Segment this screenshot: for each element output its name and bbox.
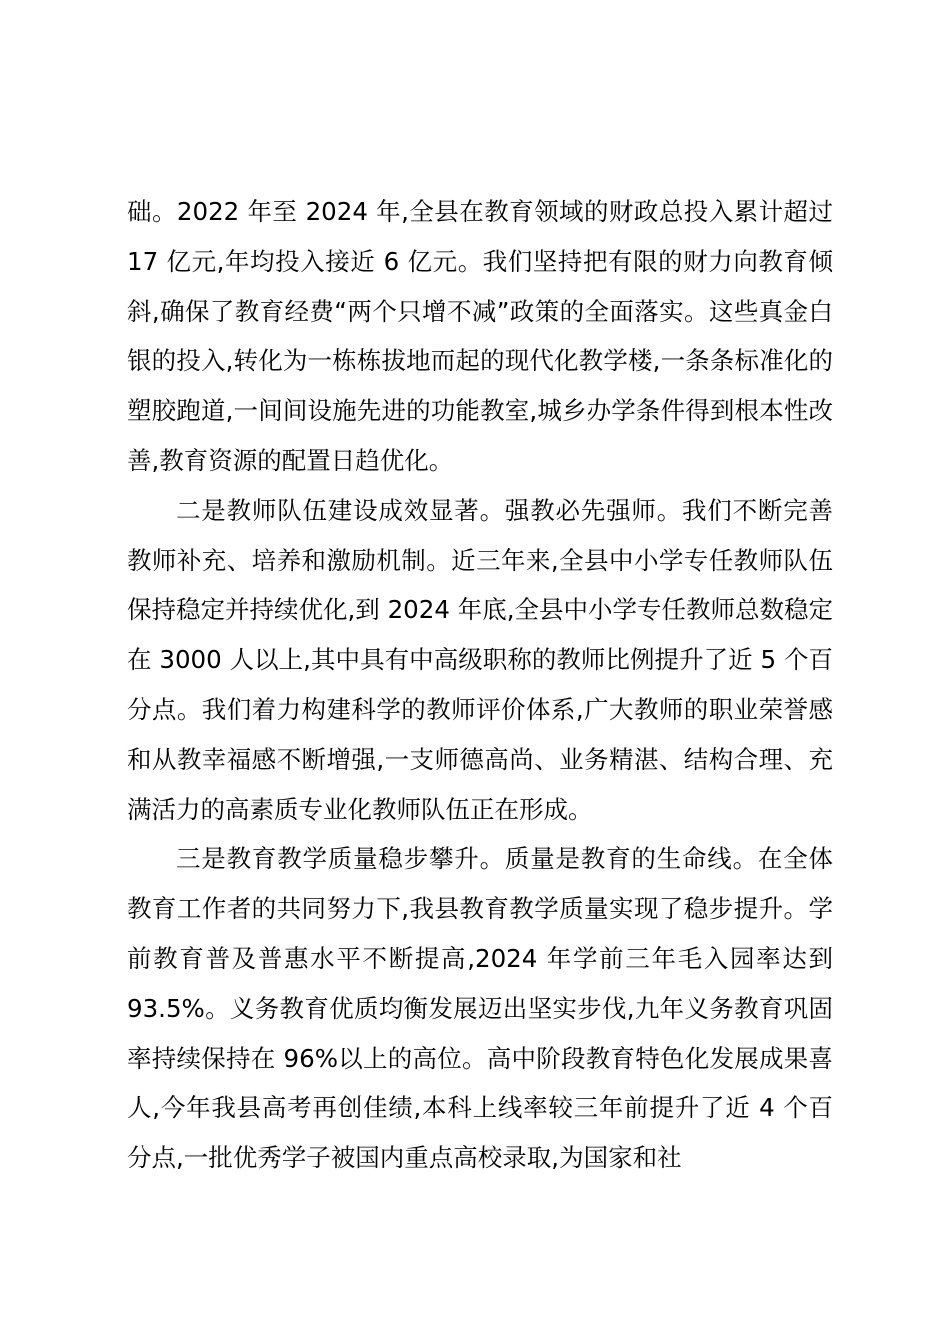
paragraph-continued: 础。2022 年至 2024 年,全县在教育领域的财政总投入累计超过 17 亿元,年均投入接近 6 亿元。我们坚持把有限的财力向教育倾斜,确保了教育经费“两个只增不减”政策的全面落实。这些真金白银的投入,转化为一栋栋拔地而起的现代化教学楼,一条条标准化的塑胶跑道,一间间设施先进的功能教室,城乡办学条件得到根本性改善,教育资源的配置日趋优化。 (127, 197, 833, 475)
paragraph-teacher-team: 二是教师队伍建设成效显著。强教必先强师。我们不断完善教师补充、培养和激励机制。近三年来,全县中小学专任教师队伍保持稳定并持续优化,到 2024 年底,全县中小学专任教师总数稳定在 3000 人以上,其中具有中高级职称的教师比例提升了近 5 个百分点。我们着力构建科学的教师评价体系,广大教师的职业荣誉感和从教幸福感不断增强,一支师德高尚、业务精湛、结构合理、充满活力的高素质专业化教师队伍正在形成。 (127, 495, 833, 824)
paragraph-education-quality: 三是教育教学质量稳步攀升。质量是教育的生命线。在全体教育工作者的共同努力下,我县教育教学质量实现了稳步提升。学前教育普及普惠水平不断提高,2024 年学前三年毛入园率达到 93.5%。义务教育优质均衡发展迈出坚实步伐,九年义务教育巩固率持续保持在 96%以上的高位。高中阶段教育特色化发展成果喜人,今年我县高考再创佳绩,本科上线率较三年前提升了近 4 个百分点,一批优秀学子被国内重点高校录取,为国家和社 (127, 844, 833, 1173)
body-text (127, 187, 833, 1183)
